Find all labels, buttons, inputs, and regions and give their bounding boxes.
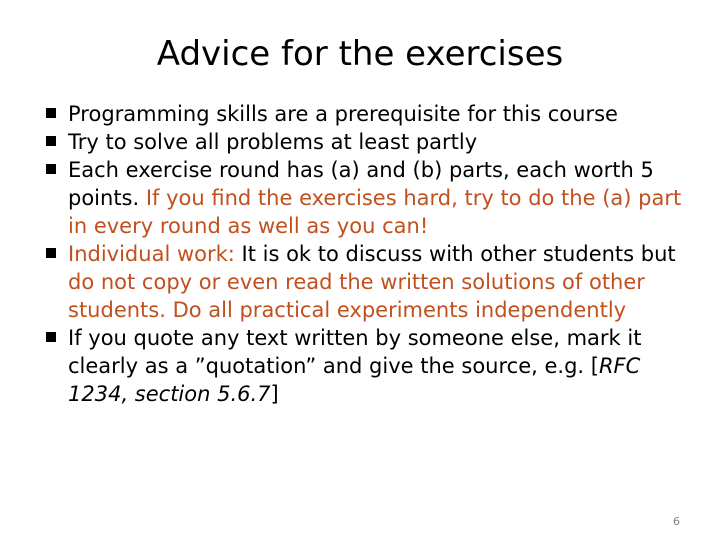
bullet-text: Each exercise round has (a) and (b) parts, each worth 5 points. — [68, 158, 654, 210]
bullet-text: If you quote any text written by someone else, mark it clearly as a ”quotation” and give the source, e.g. [ — [68, 326, 642, 378]
bullet-item — [46, 128, 686, 156]
bullet-item — [46, 100, 686, 128]
bullet-square-icon — [46, 136, 56, 146]
bullet-item — [46, 156, 686, 240]
bullet-text: It is ok to discuss with other students but — [234, 242, 676, 266]
bullet-text: Programming skills are a prerequisite for this course — [68, 102, 618, 126]
bullet-square-icon — [46, 332, 56, 342]
bullet-text: Try to solve all problems at least partly — [68, 130, 478, 154]
bullet-square-icon — [46, 248, 56, 258]
bullet-square-icon — [46, 164, 56, 174]
bullet-text: ] — [270, 382, 279, 406]
slide-title: Advice for the exercises — [156, 34, 564, 74]
bullet-item — [46, 240, 686, 324]
page-number: 6 — [673, 515, 680, 528]
bullet-list — [46, 100, 686, 408]
bullet-highlight-text: If you find the exercises hard, try to do the (a) part in every round as well as you can! — [68, 186, 682, 238]
citation-text: RFC 1234, section 5.6.7 — [68, 354, 641, 406]
bullet-item — [46, 324, 686, 408]
bullet-highlight-text: Individual work: — [68, 242, 235, 266]
bullet-highlight-text: do not copy or even read the written solutions of other students. Do all practical experiments independently — [68, 270, 645, 322]
bullet-square-icon — [46, 108, 56, 118]
